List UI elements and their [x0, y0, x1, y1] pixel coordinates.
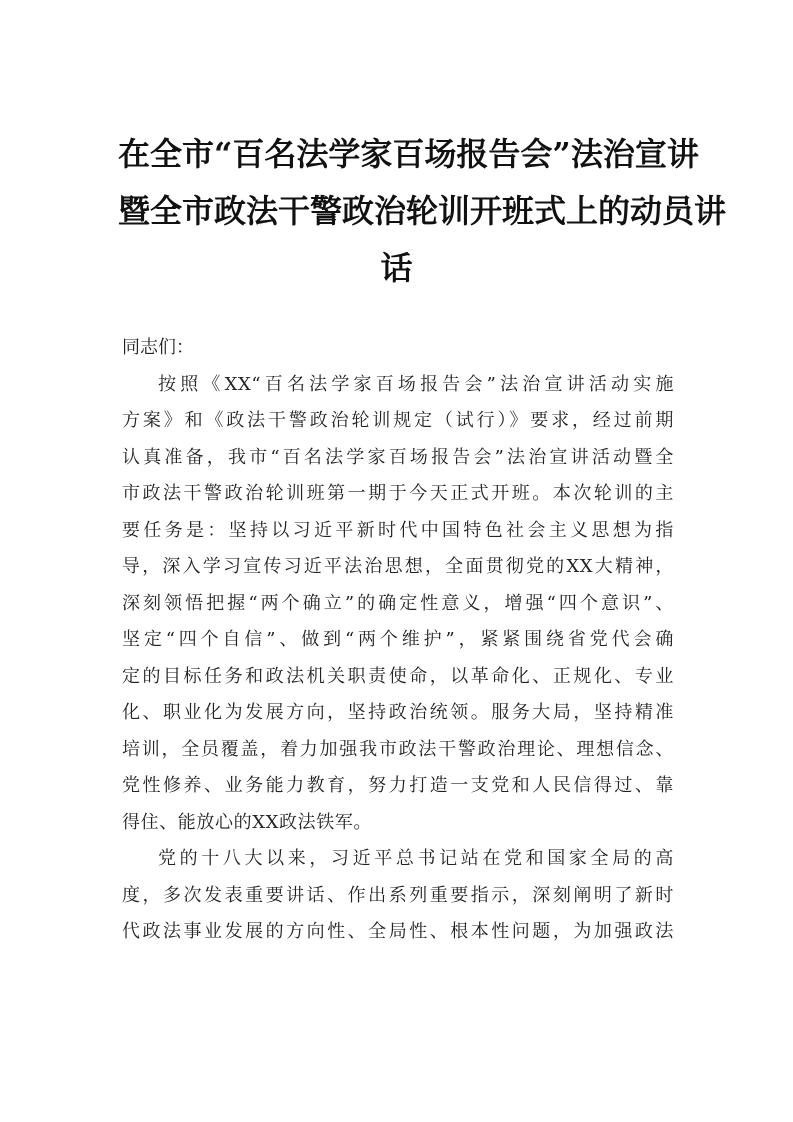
text-line: 得住、能放心的XX政法铁军。	[122, 811, 373, 833]
text-line: 深刻领悟把握“两个确立”的确定性意义，增强“四个意识”、	[122, 592, 674, 614]
salutation: 同志们：	[122, 337, 194, 358]
text-line: 要任务是：坚持以习近平新时代中国特色社会主义思想为指	[122, 519, 674, 541]
paragraph	[122, 367, 674, 842]
document-title	[118, 126, 727, 297]
text-line: 化、职业化为发展方向，坚持政治统领。服务大局，坚持精准	[122, 702, 674, 723]
title-line: 在全市“百名法学家百场报告会”法治宣讲	[118, 135, 699, 173]
paragraph	[122, 841, 674, 951]
text-line: 市政法干警政治轮训班第一期于今天正式开班。本次轮训的主	[122, 483, 674, 504]
document-body	[122, 330, 674, 951]
text-line: 按照《XX“百名法学家百场报告会”法治宣讲活动实施	[158, 373, 674, 395]
title-line: 暨全市政法干警政治轮训开班式上的动员讲	[118, 192, 727, 230]
title-line: 话	[380, 249, 413, 287]
text-line: 培训，全员覆盖，着力加强我市政法干警政治理论、理想信念、	[122, 738, 674, 760]
text-line: 党的十八大以来，习近平总书记站在党和国家全局的高	[158, 848, 674, 869]
text-line: 代政法事业发展的方向性、全局性、根本性问题，为加强政法	[122, 921, 674, 942]
text-line: 认真准备，我市“百名法学家百场报告会”法治宣讲活动暨全	[122, 446, 674, 468]
text-line: 定的目标任务和政法机关职责使命，以革命化、正规化、专业	[122, 665, 674, 687]
text-line: 导，深入学习宣传习近平法治思想，全面贯彻党的XX大精神，	[122, 556, 674, 577]
text-line: 方案》和《政法干警政治轮训规定（试行）》要求，经过前期	[122, 410, 674, 431]
text-line: 党性修养、业务能力教育，努力打造一支党和人民信得过、靠	[122, 775, 674, 796]
text-line: 坚定“四个自信”、做到“两个维护”，紧紧围绕省党代会确	[122, 629, 674, 650]
text-line: 度，多次发表重要讲话、作出系列重要指示，深刻阐明了新时	[122, 884, 674, 906]
